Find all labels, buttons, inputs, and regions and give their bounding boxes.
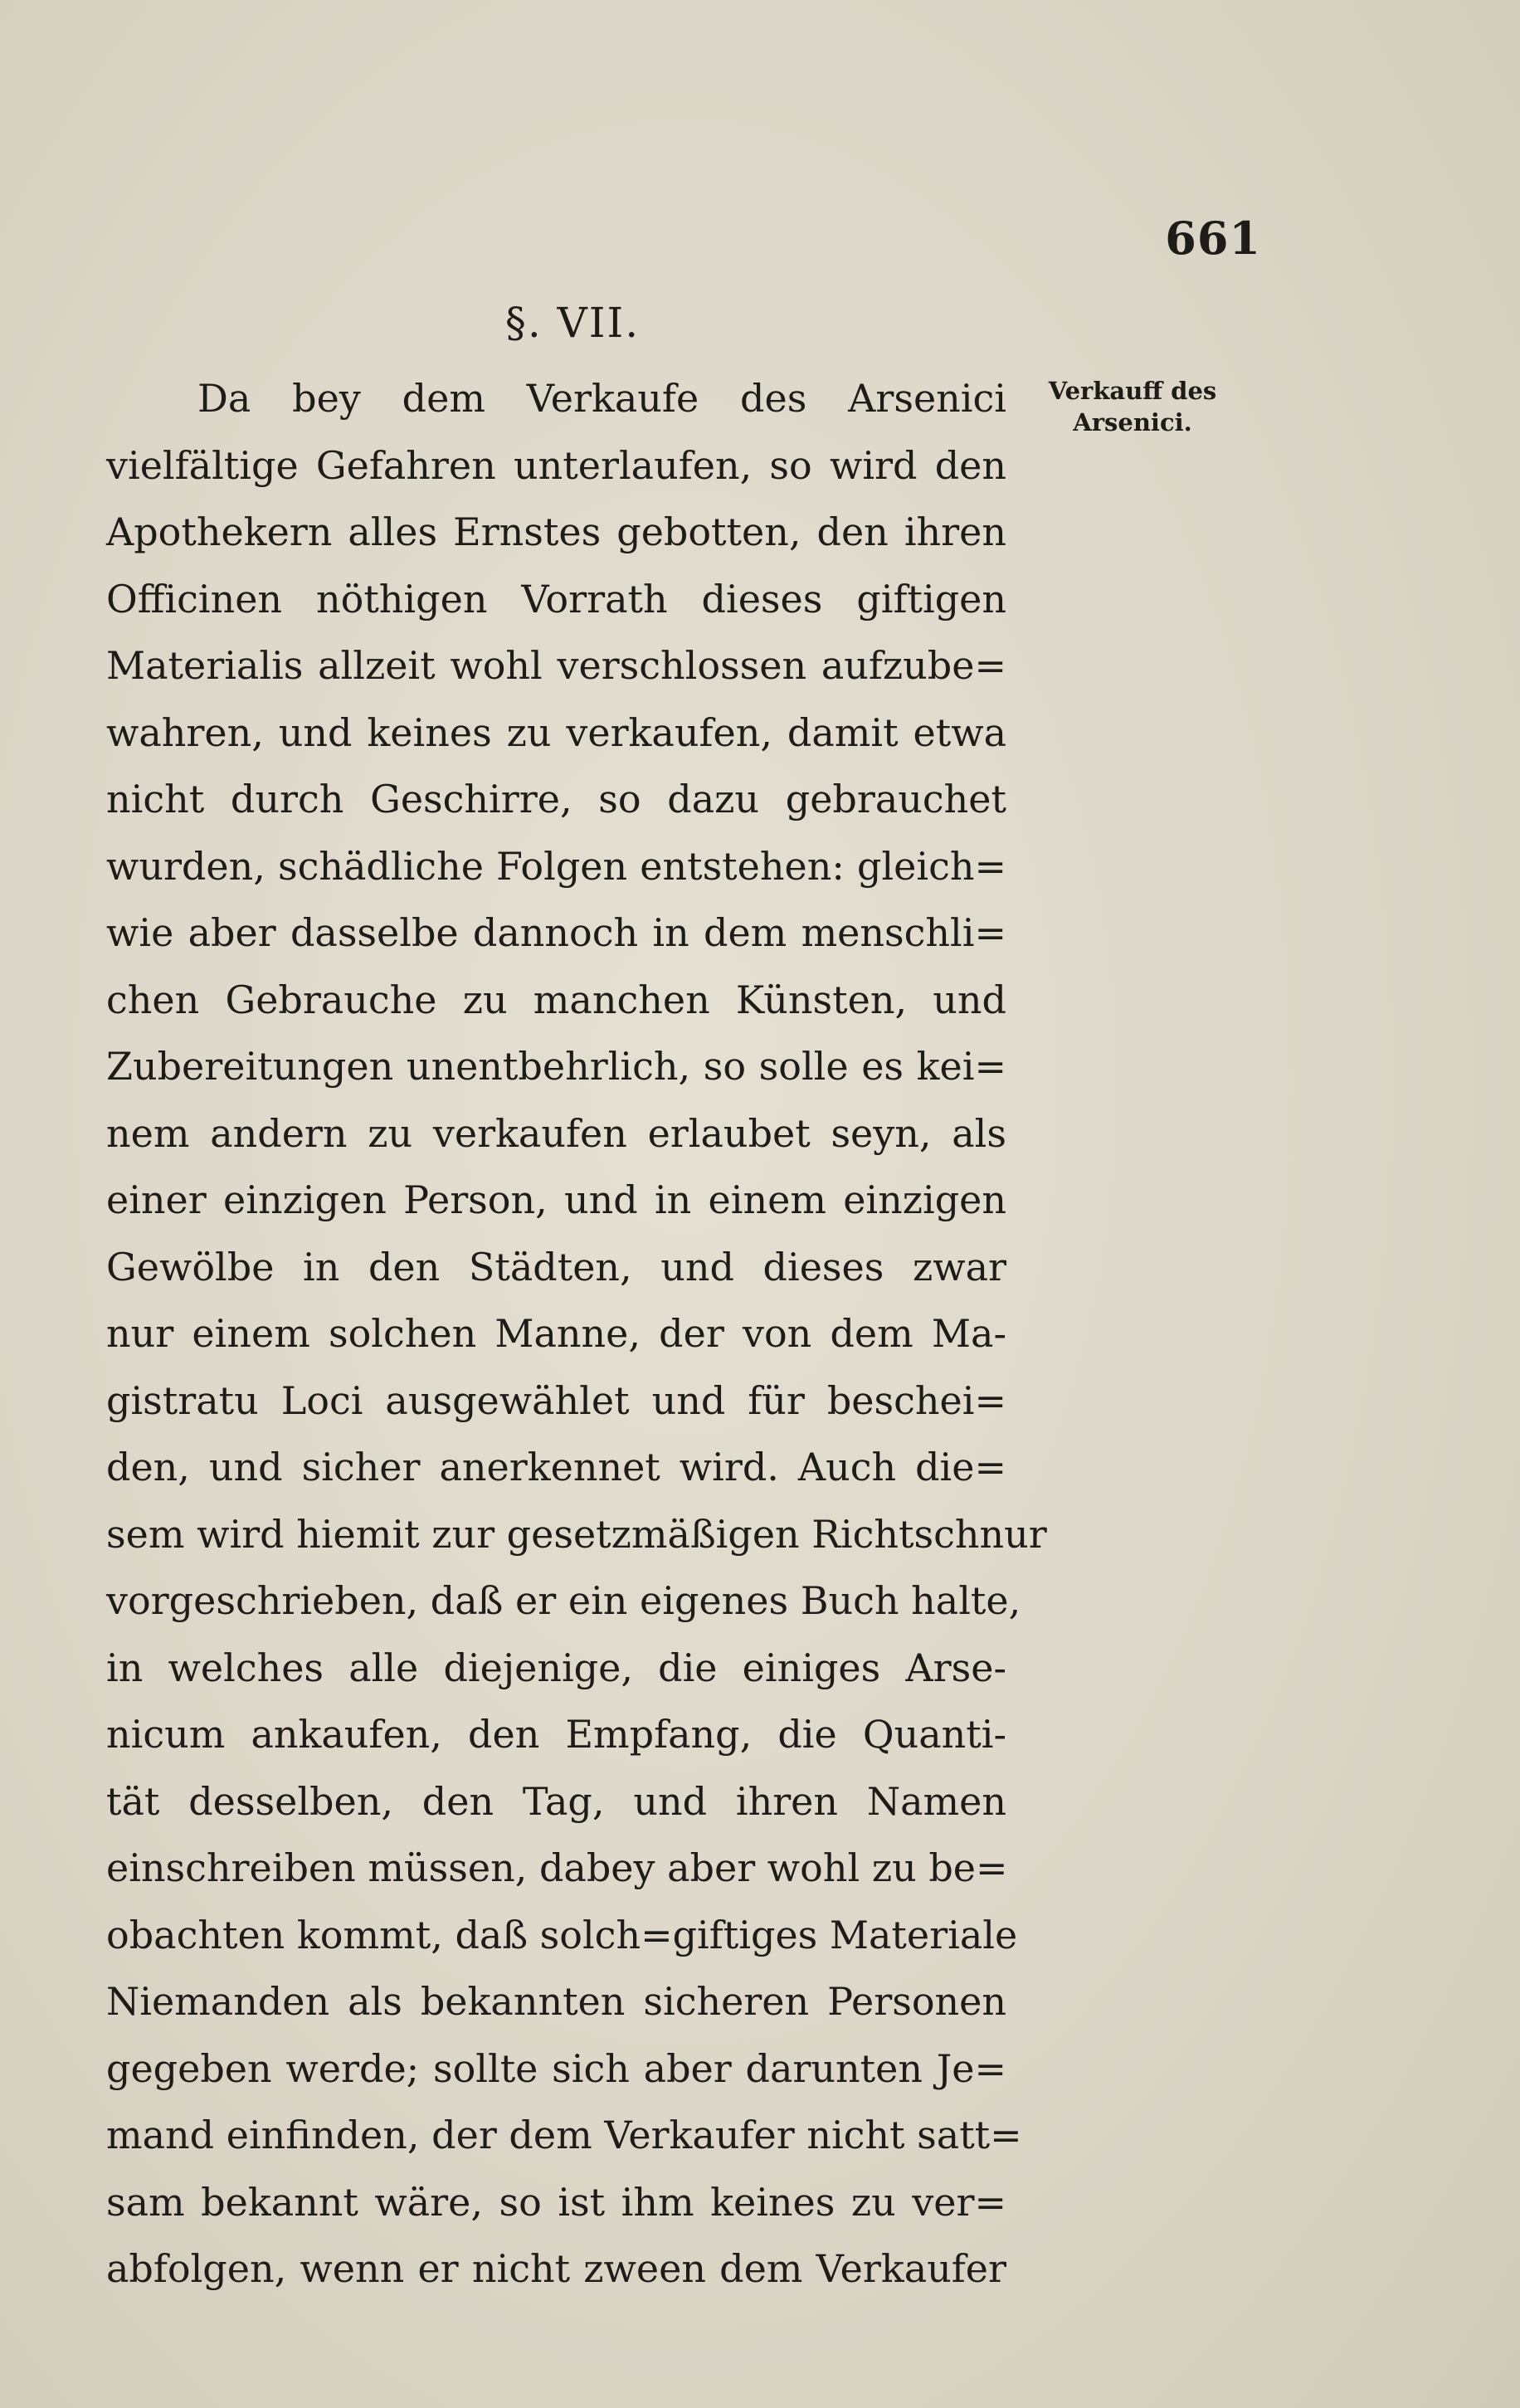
text-line: Gewölbe in den Städten, und dieses zwar <box>106 1244 1006 1289</box>
text-line: wahren, und keines zu verkaufen, damit etwa <box>106 709 1006 755</box>
text-line: in welches alle diejenige, die einiges Arse- <box>106 1645 1006 1690</box>
text-line: abfolgen, wenn er nicht zween dem Verkaufer <box>106 2246 1006 2291</box>
text-line: sam bekannt wäre, so ist ihm keines zu ver= <box>106 2179 1006 2225</box>
margin-note-line: Arsenici. <box>1073 408 1192 436</box>
text-line: mand einfinden, der dem Verkaufer nicht satt= <box>106 2113 1022 2157</box>
text-line: nicht durch Geschirre, so dazu gebrauchet <box>106 777 1006 821</box>
text-line: Da bey dem Verkaufe des Arsenici <box>197 376 1006 421</box>
text-line: Zubereitungen unentbehrlich, so solle es kei= <box>106 1044 1006 1089</box>
page-number: 661 <box>1165 212 1261 265</box>
body-text <box>106 365 1047 2303</box>
text-line: Materialis allzeit wohl verschlossen aufzube= <box>106 643 1006 688</box>
text-line: nicum ankaufen, den Empfang, die Quanti- <box>106 1712 1006 1757</box>
text-line: sem wird hiemit zur gesetzmäßigen Richtschnur <box>106 1511 1047 1557</box>
text-line: nem andern zu verkaufen erlaubet seyn, als <box>106 1110 1006 1156</box>
text-line: einer einzigen Person, und in einem einzigen <box>106 1177 1006 1222</box>
text-line: gistratu Loci ausgewählet und für beschei= <box>106 1377 1006 1423</box>
text-line: wie aber dasselbe dannoch in dem menschli= <box>106 910 1006 955</box>
margin-note <box>1037 375 1228 438</box>
text-line: nur einem solchen Manne, der von dem Ma- <box>106 1311 1006 1356</box>
text-line: den, und sicher anerkennet wird. Auch die= <box>106 1445 1006 1489</box>
text-line: obachten kommt, daß solch=giftiges Materiale <box>106 1912 1018 1957</box>
text-line: einschreiben müssen, dabey aber wohl zu be= <box>106 1845 1008 1890</box>
text-line: tät desselben, den Tag, und ihren Namen <box>106 1778 1006 1824</box>
text-line: Officinen nöthigen Vorrath dieses giftigen <box>106 576 1006 621</box>
text-line: gegeben werde; sollte sich aber darunten Je= <box>106 2045 1006 2091</box>
text-line: vielfältige Gefahren unterlaufen, so wird den <box>106 442 1006 488</box>
text-line: chen Gebrauche zu manchen Künsten, und <box>106 977 1006 1022</box>
section-heading: §. VII. <box>504 299 641 347</box>
margin-note-line: Verkauff des <box>1048 377 1217 405</box>
text-line: Apothekern alles Ernstes gebotten, den ihren <box>106 509 1006 554</box>
text-line: wurden, schädliche Folgen entstehen: gleich= <box>106 843 1006 889</box>
text-line: Niemanden als bekannten sicheren Personen <box>106 1979 1006 2024</box>
text-line: vorgeschrieben, daß er ein eigenes Buch halte, <box>106 1578 1021 1623</box>
